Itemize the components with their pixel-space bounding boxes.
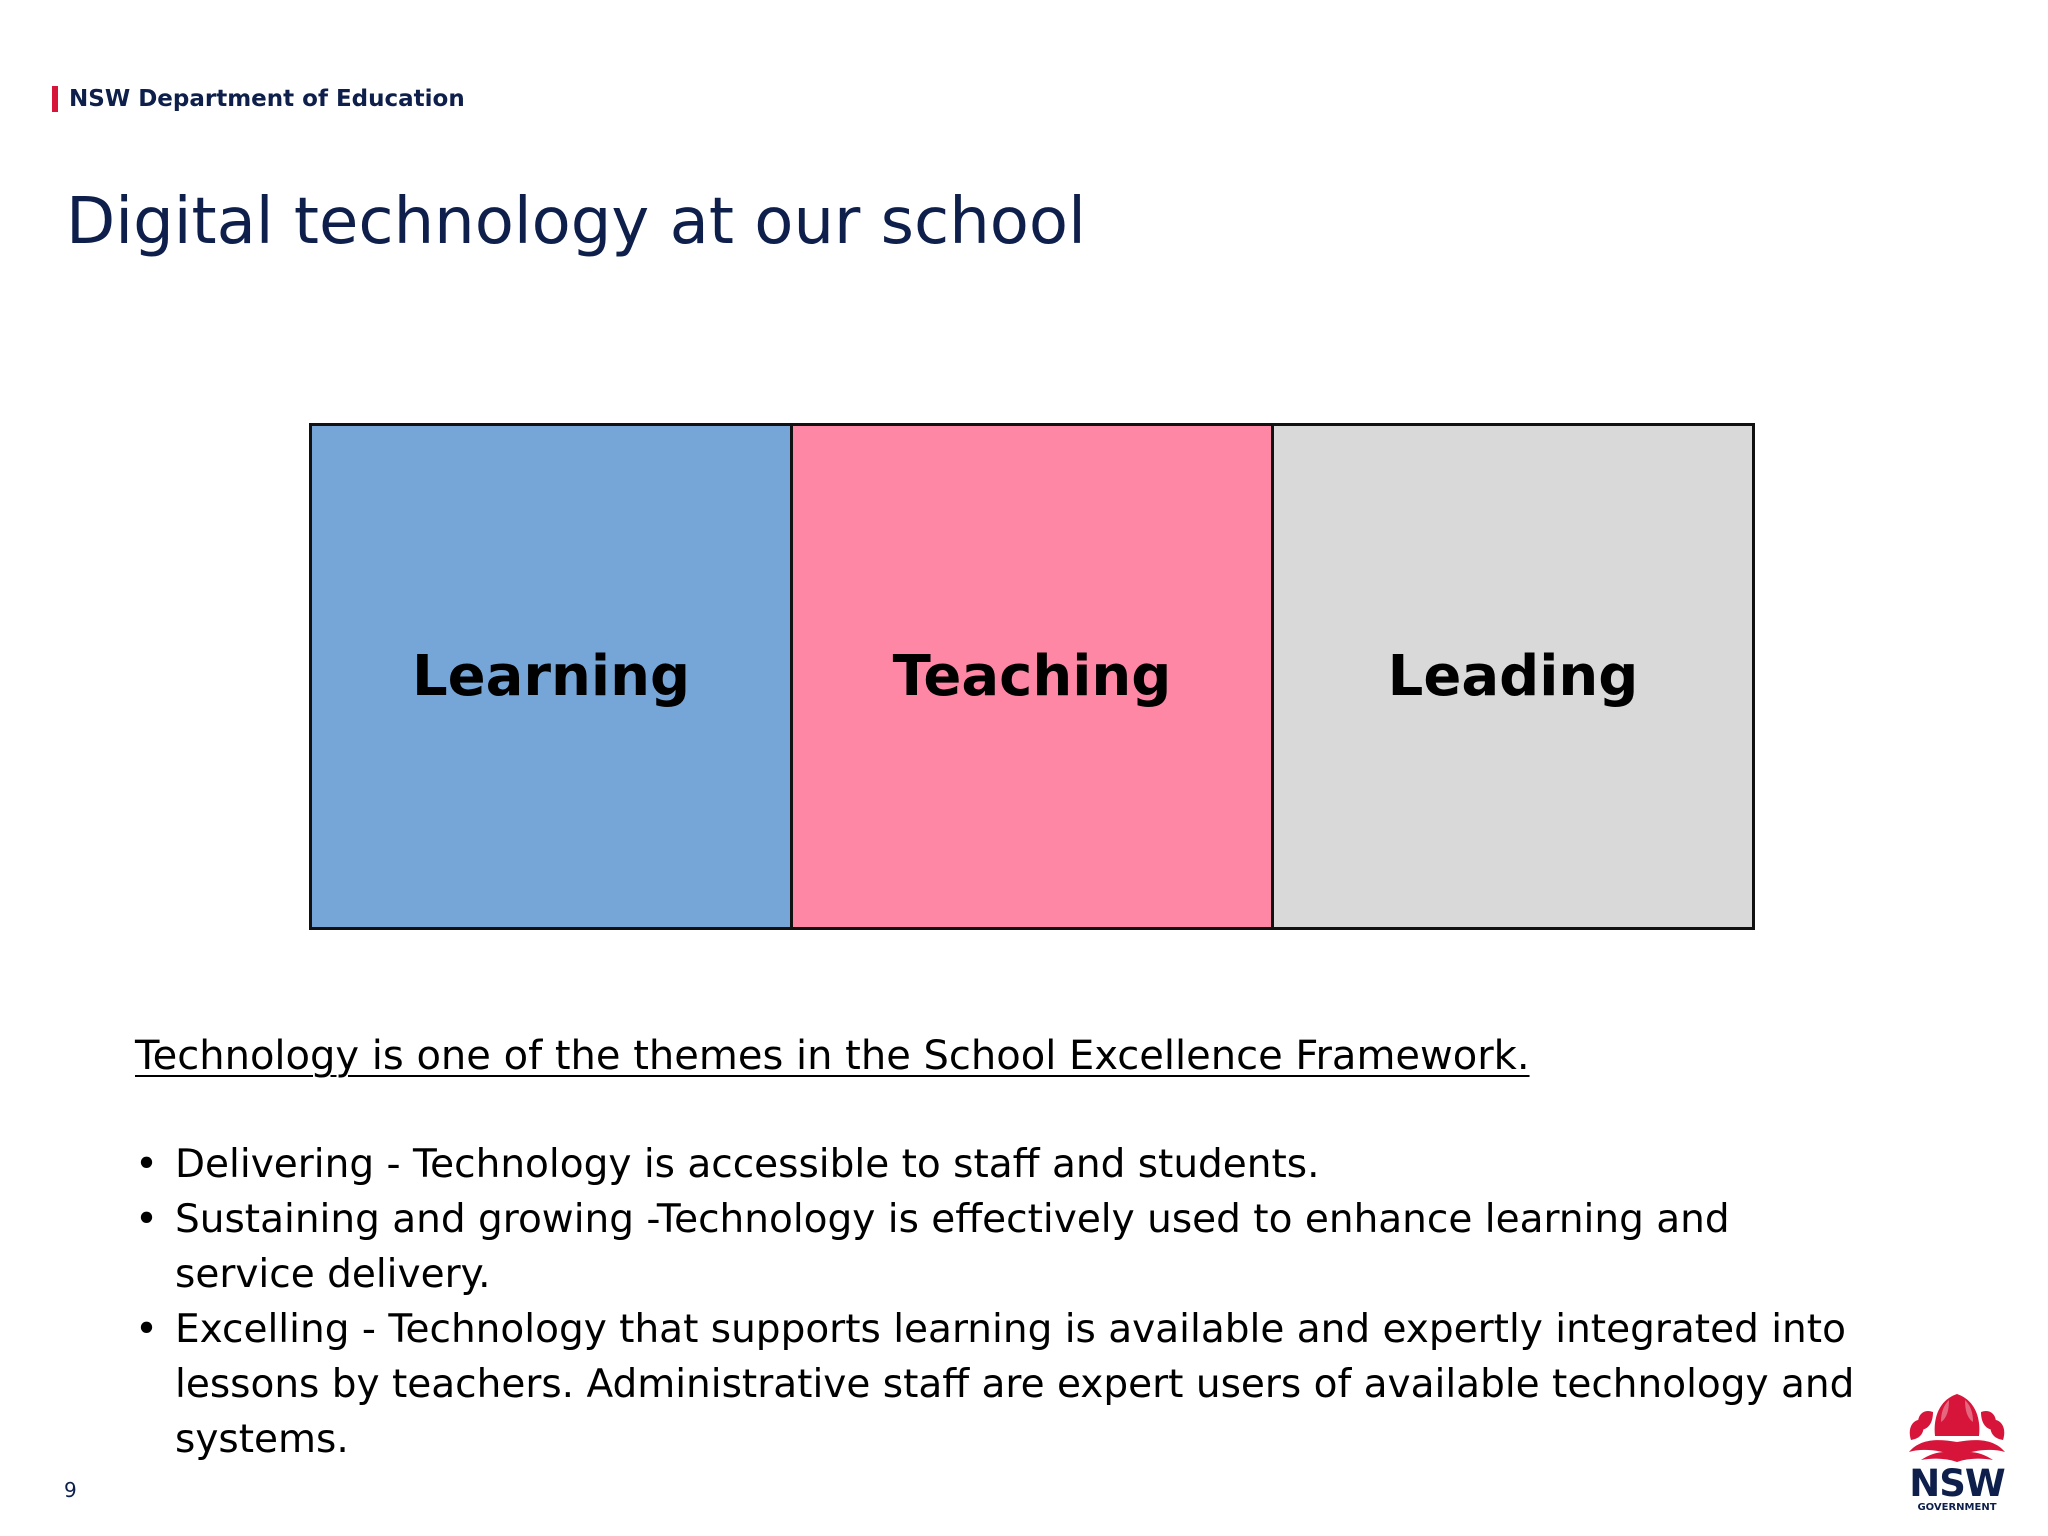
theme-box-learning <box>312 426 790 927</box>
bullet-item-sustaining <box>135 1192 1855 1302</box>
bullet-dot: • <box>135 1142 159 1187</box>
logo-subtitle: GOVERNMENT <box>1917 1502 1997 1513</box>
header-brand <box>52 84 465 114</box>
bullet-dot: • <box>135 1307 159 1352</box>
theme-box-teaching <box>790 426 1271 927</box>
bullet-text-delivering: Delivering - Technology is accessible to staff and students. <box>175 1142 1320 1187</box>
bullet-dot: • <box>135 1197 159 1242</box>
theme-box-leading <box>1271 426 1752 927</box>
theme-label-leading: Leading <box>1387 644 1639 709</box>
framework-heading: Technology is one of the themes in the School Excellence Framework. <box>135 1033 1530 1079</box>
framework-bullet-list <box>135 1137 1855 1467</box>
page-number: 9 <box>64 1478 77 1502</box>
theme-label-teaching: Teaching <box>892 644 1172 709</box>
page-title: Digital technology at our school <box>66 185 1086 259</box>
bullet-item-delivering <box>135 1137 1855 1192</box>
waratah-icon <box>1905 1390 2009 1464</box>
nsw-government-logo <box>1904 1390 2010 1514</box>
logo-wordmark: NSW <box>1909 1462 2005 1505</box>
organisation-name: NSW Department of Education <box>69 86 465 112</box>
brand-accent-bar <box>52 86 58 112</box>
bullet-item-excelling <box>135 1302 1855 1467</box>
bullet-text-sustaining: Sustaining and growing -Technology is effectively used to enhance learning and service delivery. <box>175 1197 1730 1297</box>
bullet-text-excelling: Excelling - Technology that supports learning is available and expertly integrated into lessons by teachers. Administrative staff are expert users of available technology and systems. <box>175 1307 1855 1462</box>
theme-label-learning: Learning <box>411 644 691 709</box>
theme-boxes <box>309 423 1755 930</box>
